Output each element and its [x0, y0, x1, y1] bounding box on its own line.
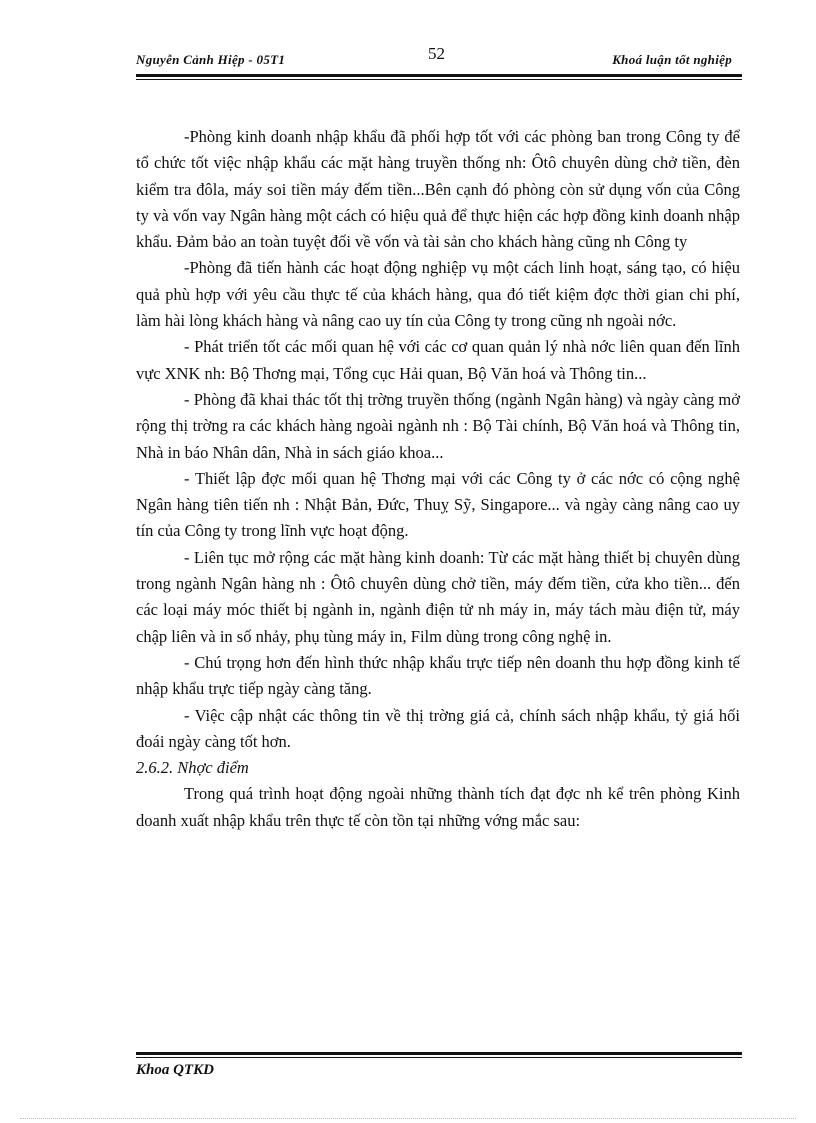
paragraph-4: - Phòng đã khai thác tốt thị trờng truyền thống (ngành Ngân hàng) và ngày càng mở rộng thị trờng ra các khách hàng ngoài ngành nh : Bộ Tài chính, Bộ Văn hoá và Thông tin, Nhà in báo Nhân dân, Nhà in sách giáo khoa... [136, 389, 740, 462]
header-title: Khoá luận tốt nghiệp [612, 52, 732, 67]
paragraph-6: - Liên tục mở rộng các mặt hàng kinh doanh: Từ các mặt hàng thiết bị chuyên dùng trong ngành Ngân hàng nh : Ôtô chuyên dùng chở tiền, máy đếm tiền, cửa kho tiền... đến các loại máy móc thiết bị ngành in, ngành điện tử nh máy in, máy tách màu điện tử, máy chập liên và in số nhảy, phụ tùng máy in, Film dùng trong công nghệ in. [136, 547, 740, 646]
paragraph-7: - Chú trọng hơn đến hình thức nhập khẩu trực tiếp nên doanh thu hợp đồng kinh tế nhập khẩu trực tiếp ngày càng tăng. [136, 652, 740, 699]
section-subheading: 2.6.2. Nhợc điểm [136, 758, 249, 778]
header-author: Nguyễn Cảnh Hiệp - 05T1 [136, 52, 286, 67]
paragraph-8: - Việc cập nhật các thông tin về thị trờng giá cả, chính sách nhập khẩu, tỷ giá hối đoái ngày càng tốt hơn. [136, 705, 740, 751]
page-edge-dotted-line [20, 1118, 796, 1119]
paragraph-5: - Thiết lập đợc mối quan hệ Thơng mại với các Công ty ở các nớc có cộng nghệ Ngân hàng tiên tiến nh : Nhật Bản, Đức, Thuỵ Sỹ, Singapore... và ngày càng nâng cao uy tín của Công ty trong lĩnh vực hoạt động. [136, 468, 740, 541]
footer-faculty: Khoa QTKD [136, 1062, 214, 1078]
closing-paragraph: Trong quá trình hoạt động ngoài những thành tích đạt đợc nh kể trên phòng Kinh doanh xuất nhập khẩu trên thực tế còn tồn tại những vớng mắc sau: [136, 784, 740, 830]
paragraph-3: - Phát triển tốt các mối quan hệ với các cơ quan quản lý nhà nớc liên quan đến lĩnh vực XNK nh: Bộ Thơng mại, Tổng cục Hải quan, Bộ Văn hoá và Thông tin... [136, 337, 740, 383]
document-body [136, 124, 740, 834]
header-rule-thick [136, 74, 742, 77]
page-header [136, 40, 742, 72]
paragraph-1: -Phòng kinh doanh nhập khẩu đã phối hợp tốt với các phòng ban trong Công ty để tổ chức tốt việc nhập khẩu các mặt hàng truyền thống nh: Ôtô chuyên dùng chở tiền, đèn kiểm tra đôla, máy soi tiền máy đếm tiền...Bên cạnh đó phòng còn sử dụng vốn của Công ty và vốn vay Ngân hàng một cách có hiệu quả để thực hiện các hợp đồng kinh doanh nhập khẩu. Đảm bảo an toàn tuyệt đối về vốn và tài sản cho khách hàng cũng nh Công ty [136, 127, 740, 252]
footer-rule-thick [136, 1052, 742, 1055]
footer-rule-thin [136, 1057, 742, 1058]
page-number: 52 [428, 44, 445, 63]
paragraph-2: -Phòng đã tiến hành các hoạt động nghiệp vụ một cách linh hoạt, sáng tạo, có hiệu quả phù hợp với yêu cầu thực tế của khách hàng, qua đó tiết kiệm đợc thời gian chi phí, làm hài lòng khách hàng và nâng cao uy tín của Công ty trong cũng nh ngoài nớc. [136, 258, 740, 331]
header-rule-thin [136, 79, 742, 80]
